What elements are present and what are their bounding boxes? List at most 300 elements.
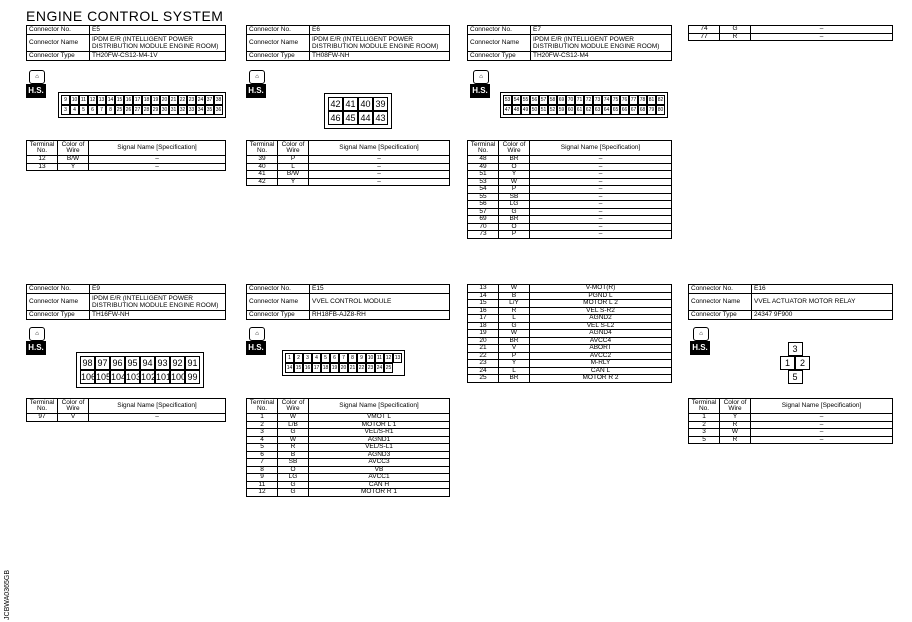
table-row (468, 223, 672, 231)
color-cell: BR (499, 375, 530, 383)
terminal-cell: 6 (247, 451, 278, 459)
color-cell: P (499, 352, 530, 360)
pin-cell: 106 (81, 372, 97, 382)
pin-cell: 41 (343, 97, 358, 111)
signal-cell: MOTOR R 1 (309, 489, 450, 497)
color-cell: P (278, 156, 309, 164)
pin-cell: 81 (648, 97, 655, 103)
signal-cell: VEL/S-R1 (309, 429, 450, 437)
header-color: Color of Wire (278, 141, 309, 156)
pin-cell: 60 (567, 107, 574, 113)
signal-table-e15 (246, 398, 450, 497)
connector-e15 (246, 284, 450, 320)
color-cell: Y (499, 171, 530, 179)
color-cell: W (499, 330, 530, 338)
signal-cell: – (530, 156, 672, 164)
table-row (247, 466, 450, 474)
color-cell: R (720, 33, 751, 41)
signal-cell: – (530, 216, 672, 224)
color-cell: W (499, 178, 530, 186)
terminal-cell: 7 (247, 459, 278, 467)
pin-cell: 96 (110, 356, 125, 370)
connector-face-e5 (58, 92, 226, 118)
connector-name-value: IPDM E/R (INTELLIGENT POWER DISTRIBUTION MODULE ENGINE ROOM) (310, 35, 450, 52)
table-row (247, 481, 450, 489)
connector-info-table (26, 25, 226, 61)
table-row (468, 375, 672, 383)
table-row (468, 352, 672, 360)
pin-cell: 33 (188, 107, 195, 113)
color-cell: P (499, 186, 530, 194)
pin-cell: 65 (612, 107, 619, 113)
table-row (689, 429, 893, 437)
color-cell: W (720, 429, 751, 437)
color-cell: BR (499, 216, 530, 224)
connector-type-value: RH18FB-AJZ8-RH (310, 311, 450, 320)
terminal-cell: 19 (468, 330, 499, 338)
color-cell: V (499, 345, 530, 353)
connector-no-value: E16 (752, 285, 893, 294)
table-row (27, 163, 226, 171)
pin-cell: 16 (125, 97, 132, 103)
signal-cell: VEL S-R2 (530, 307, 672, 315)
pin-cell: 8 (348, 353, 357, 363)
signal-cell: – (751, 421, 893, 429)
header-color: Color of Wire (499, 141, 530, 156)
table-row (247, 414, 450, 422)
pin-cell: 3 (303, 353, 312, 363)
pin-cell: 13 (394, 355, 401, 361)
label-connector-no: Connector No. (27, 26, 90, 35)
connector-face-e16 (778, 340, 812, 386)
signal-cell: – (530, 193, 672, 201)
signal-cell: MOTOR L 1 (309, 421, 450, 429)
label-connector-name: Connector Name (247, 294, 310, 311)
connector-face-e6 (324, 93, 392, 129)
terminal-cell: 49 (468, 163, 499, 171)
pin-cell: 77 (630, 97, 637, 103)
color-cell: Y (278, 178, 309, 186)
table-row (247, 489, 450, 497)
terminal-cell: 13 (27, 163, 58, 171)
table-row (247, 451, 450, 459)
pin-cell: 6 (88, 105, 97, 115)
connector-name-value: VVEL ACTUATOR MOTOR RELAY (752, 294, 893, 311)
label-connector-no: Connector No. (247, 285, 310, 294)
color-cell: Y (720, 414, 751, 422)
table-row (468, 330, 672, 338)
signal-table-e15-continued (467, 284, 672, 383)
pin-cell: 22 (179, 97, 186, 103)
pin-cell: 103 (126, 372, 142, 382)
pin-cell: 27 (134, 107, 141, 113)
pin-cell: 9 (357, 353, 366, 363)
pin-cell: 51 (540, 107, 547, 113)
pin-row (61, 105, 223, 115)
table-row (468, 307, 672, 315)
pin-cell: 32 (179, 107, 186, 113)
pin-cell: 82 (657, 97, 664, 103)
label-connector-type: Connector Type (27, 311, 90, 320)
signal-cell: – (530, 223, 672, 231)
hs-icon: ⌂ H.S. (470, 70, 492, 104)
pin-cell: 31 (170, 107, 177, 113)
pin-cell: 57 (540, 97, 547, 103)
signal-cell: AVCC4 (530, 337, 672, 345)
pin-cell: 1 (285, 353, 294, 363)
table-row (468, 171, 672, 179)
terminal-cell: 23 (468, 360, 499, 368)
terminal-cell: 57 (468, 208, 499, 216)
pin-cell: 42 (328, 97, 343, 111)
table-row (247, 178, 450, 186)
terminal-cell: 16 (468, 307, 499, 315)
terminal-cell: 2 (689, 421, 720, 429)
pin-cell: 39 (373, 97, 388, 111)
pin-cell: 12 (89, 97, 96, 103)
pin-cell: 99 (185, 370, 200, 384)
color-cell: B (278, 451, 309, 459)
signal-table-e16 (688, 398, 893, 444)
color-cell: L/Y (499, 300, 530, 308)
pin-cell: 64 (603, 107, 610, 113)
table-row (468, 300, 672, 308)
pin-cell: 80 (657, 107, 664, 113)
signal-cell: – (751, 26, 893, 34)
color-cell: V (58, 414, 89, 422)
table-row (689, 414, 893, 422)
signal-cell: – (309, 163, 450, 171)
pin-cell: 19 (152, 97, 159, 103)
header-terminal: Terminal No. (468, 141, 499, 156)
color-cell: P (499, 231, 530, 239)
pin-cell: 71 (576, 97, 583, 103)
terminal-cell: 8 (247, 466, 278, 474)
terminal-cell: 25 (468, 375, 499, 383)
table-row (468, 315, 672, 323)
connector-name-value: IPDM E/R (INTELLIGENT POWER DISTRIBUTION MODULE ENGINE ROOM) (90, 35, 226, 52)
signal-cell: AVCC1 (309, 474, 450, 482)
pin-cell: 5 (321, 353, 330, 363)
connector-type-value: TH20FW-CS12-M4 (531, 52, 672, 61)
pin-cell: 19 (331, 365, 338, 371)
color-cell: L/B (278, 421, 309, 429)
pin-cell: 100 (171, 372, 187, 382)
table-row (468, 216, 672, 224)
header-terminal: Terminal No. (27, 141, 58, 156)
color-cell: R (499, 307, 530, 315)
pin-cell: 11 (376, 355, 383, 361)
table-row (468, 208, 672, 216)
color-cell: R (278, 444, 309, 452)
header-terminal: Terminal No. (247, 141, 278, 156)
signal-cell: – (530, 208, 672, 216)
pin-cell: 5 (788, 370, 803, 384)
connector-no-value: E6 (310, 26, 450, 35)
pin-cell: 24 (376, 365, 383, 371)
pin-row (285, 353, 402, 363)
signal-cell: VEL S-L2 (530, 322, 672, 330)
signal-cell: AGND4 (530, 330, 672, 338)
signal-cell: VB (309, 466, 450, 474)
table-row (247, 171, 450, 179)
terminal-cell: 9 (247, 474, 278, 482)
signal-cell: CAN L (530, 367, 672, 375)
terminal-cell: 12 (247, 489, 278, 497)
table-row (27, 156, 226, 164)
terminal-cell: 41 (247, 171, 278, 179)
pin-cell: 75 (612, 97, 619, 103)
pin-cell: 62 (585, 107, 592, 113)
pin-cell: 66 (621, 107, 628, 113)
pin-cell: 37 (206, 97, 213, 103)
signal-cell: – (751, 414, 893, 422)
document-code: JCBWA0365GB (4, 570, 11, 620)
color-cell: W (499, 285, 530, 293)
table-row (247, 163, 450, 171)
terminal-cell: 53 (468, 178, 499, 186)
pin-cell: 68 (639, 107, 646, 113)
table-row (247, 436, 450, 444)
color-cell: B/W (58, 156, 89, 164)
pin-cell: 49 (522, 107, 529, 113)
table-row (468, 186, 672, 194)
label-connector-type: Connector Type (27, 52, 90, 61)
pin-cell: 63 (594, 107, 601, 113)
pin-cell: 46 (328, 111, 343, 125)
pin-cell: 78 (639, 97, 646, 103)
signal-table-e7-continued (688, 25, 893, 41)
header-color: Color of Wire (58, 399, 89, 414)
hs-icon: ⌂ H.S. (246, 70, 268, 104)
color-cell: G (278, 429, 309, 437)
table-row (468, 360, 672, 368)
pin-cell: 94 (140, 356, 155, 370)
terminal-cell: 42 (247, 178, 278, 186)
header-signal: Signal Name [Specification] (89, 141, 226, 156)
pin-row (80, 356, 200, 370)
signal-cell: M-RLY (530, 360, 672, 368)
pin-row (503, 105, 665, 115)
pin-cell: 17 (313, 365, 320, 371)
pin-cell: 50 (531, 107, 538, 113)
terminal-cell: 13 (468, 285, 499, 293)
connector-name-value: VVEL CONTROL MODULE (310, 294, 450, 311)
pin-cell: 15 (295, 365, 302, 371)
pin-cell: 7 (339, 353, 348, 363)
color-cell: O (499, 163, 530, 171)
connector-no-value: E15 (310, 285, 450, 294)
signal-cell: AGND3 (309, 451, 450, 459)
signal-cell: – (309, 171, 450, 179)
pin-cell: 98 (80, 356, 95, 370)
signal-cell: – (530, 163, 672, 171)
label-connector-name: Connector Name (247, 35, 310, 52)
connector-type-value: 24347 9F900 (752, 311, 893, 320)
pin-cell: 29 (152, 107, 159, 113)
pin-cell: 11 (80, 97, 87, 103)
signal-cell: – (530, 186, 672, 194)
connector-type-value: TH08FW-NH (310, 52, 450, 61)
terminal-cell: 5 (689, 436, 720, 444)
pin-row (780, 342, 810, 356)
terminal-cell: 3 (689, 429, 720, 437)
signal-cell: – (530, 171, 672, 179)
terminal-cell: 73 (468, 231, 499, 239)
pin-cell: 3 (788, 342, 803, 356)
terminal-cell: 51 (468, 171, 499, 179)
connector-name-value: IPDM E/R (INTELLIGENT POWER DISTRIBUTION MODULE ENGINE ROOM) (90, 294, 226, 311)
label-connector-no: Connector No. (247, 26, 310, 35)
color-cell: G (499, 208, 530, 216)
color-cell: G (499, 322, 530, 330)
label-connector-no: Connector No. (27, 285, 90, 294)
pin-cell: 56 (531, 97, 538, 103)
pin-cell: 101 (156, 372, 172, 382)
signal-cell: – (309, 156, 450, 164)
pin-cell: 43 (373, 111, 388, 125)
pin-cell: 28 (143, 107, 150, 113)
pin-row (328, 97, 388, 111)
pin-cell: 53 (504, 97, 511, 103)
color-cell: W (278, 414, 309, 422)
pin-cell: 105 (96, 372, 112, 382)
signal-cell: VEL/S-L1 (309, 444, 450, 452)
terminal-cell: 17 (468, 315, 499, 323)
header-terminal: Terminal No. (27, 399, 58, 414)
signal-cell: AGND2 (530, 315, 672, 323)
connector-e5 (26, 25, 226, 61)
terminal-cell: 74 (689, 26, 720, 34)
table-row (247, 474, 450, 482)
pin-cell: 21 (170, 97, 177, 103)
label-connector-no: Connector No. (468, 26, 531, 35)
terminal-cell: 24 (468, 367, 499, 375)
signal-cell: – (89, 156, 226, 164)
color-cell: R (720, 436, 751, 444)
signal-cell: – (751, 429, 893, 437)
pin-cell: 70 (567, 97, 574, 103)
connector-no-value: E5 (90, 26, 226, 35)
pin-cell: 25 (385, 365, 392, 371)
color-cell: W (278, 436, 309, 444)
pin-cell: 26 (125, 107, 132, 113)
hs-icon: ⌂ H.S. (246, 327, 268, 361)
color-cell: G (720, 26, 751, 34)
connector-no-value: E7 (531, 26, 672, 35)
signal-cell: CAN H (309, 481, 450, 489)
terminal-cell: 77 (689, 33, 720, 41)
pin-cell: 9 (61, 95, 70, 105)
header-signal: Signal Name [Specification] (309, 399, 450, 414)
pin-cell: 2 (294, 353, 303, 363)
color-cell: Y (58, 163, 89, 171)
pin-cell: 22 (358, 365, 365, 371)
pin-cell: 23 (188, 97, 195, 103)
connector-face-e15 (282, 350, 405, 376)
color-cell: G (278, 481, 309, 489)
pin-cell: 93 (155, 356, 170, 370)
color-cell: G (278, 489, 309, 497)
signal-cell: – (530, 178, 672, 186)
label-connector-name: Connector Name (689, 294, 752, 311)
pin-cell: 20 (340, 365, 347, 371)
pin-cell: 95 (125, 356, 140, 370)
signal-cell: V-MOT(R) (530, 285, 672, 293)
signal-cell: AGND1 (309, 436, 450, 444)
pin-cell: 40 (358, 97, 373, 111)
pin-cell: 55 (522, 97, 529, 103)
signal-cell: – (89, 163, 226, 171)
table-row (468, 345, 672, 353)
terminal-cell: 18 (468, 322, 499, 330)
pin-cell: 104 (111, 372, 127, 382)
pin-cell: 24 (197, 97, 204, 103)
pin-cell: 74 (603, 97, 610, 103)
terminal-cell: 70 (468, 223, 499, 231)
terminal-cell: 2 (247, 421, 278, 429)
pin-cell: 59 (558, 107, 565, 113)
header-color: Color of Wire (720, 399, 751, 414)
terminal-cell: 97 (27, 414, 58, 422)
table-row (247, 429, 450, 437)
color-cell: BR (499, 156, 530, 164)
label-connector-name: Connector Name (27, 294, 90, 311)
pin-row (80, 370, 200, 384)
table-row (468, 292, 672, 300)
pin-cell: 4 (312, 353, 321, 363)
signal-cell: MOTOR L 2 (530, 300, 672, 308)
label-connector-type: Connector Type (689, 311, 752, 320)
color-cell: O (499, 223, 530, 231)
pin-cell: 15 (116, 97, 123, 103)
label-connector-no: Connector No. (689, 285, 752, 294)
terminal-cell: 55 (468, 193, 499, 201)
table-row (468, 156, 672, 164)
table-row (247, 421, 450, 429)
signal-cell: AVCC3 (309, 459, 450, 467)
label-connector-name: Connector Name (468, 35, 531, 52)
color-cell: B/W (278, 171, 309, 179)
pin-cell: 25 (116, 107, 123, 113)
terminal-cell: 1 (689, 414, 720, 422)
connector-face-e9 (76, 352, 204, 388)
terminal-cell: 22 (468, 352, 499, 360)
pin-cell: 102 (141, 372, 157, 382)
pin-cell: 92 (170, 356, 185, 370)
pin-cell: 20 (161, 97, 168, 103)
color-cell: BR (499, 337, 530, 345)
signal-cell: – (530, 231, 672, 239)
signal-cell: MOTOR R 2 (530, 375, 672, 383)
pin-cell: 44 (358, 111, 373, 125)
terminal-cell: 15 (468, 300, 499, 308)
table-row (468, 163, 672, 171)
table-row (689, 26, 893, 34)
pin-cell: 5 (79, 105, 88, 115)
pin-cell: 3 (61, 105, 70, 115)
color-cell: L (278, 163, 309, 171)
table-row (689, 33, 893, 41)
color-cell: L (499, 367, 530, 375)
signal-cell: – (530, 201, 672, 209)
terminal-cell: 5 (247, 444, 278, 452)
pin-cell: 10 (71, 97, 78, 103)
hs-icon: ⌂ H.S. (26, 70, 48, 104)
pin-row (503, 95, 665, 105)
signal-table-e9 (26, 398, 226, 422)
pin-cell: 58 (549, 97, 556, 103)
